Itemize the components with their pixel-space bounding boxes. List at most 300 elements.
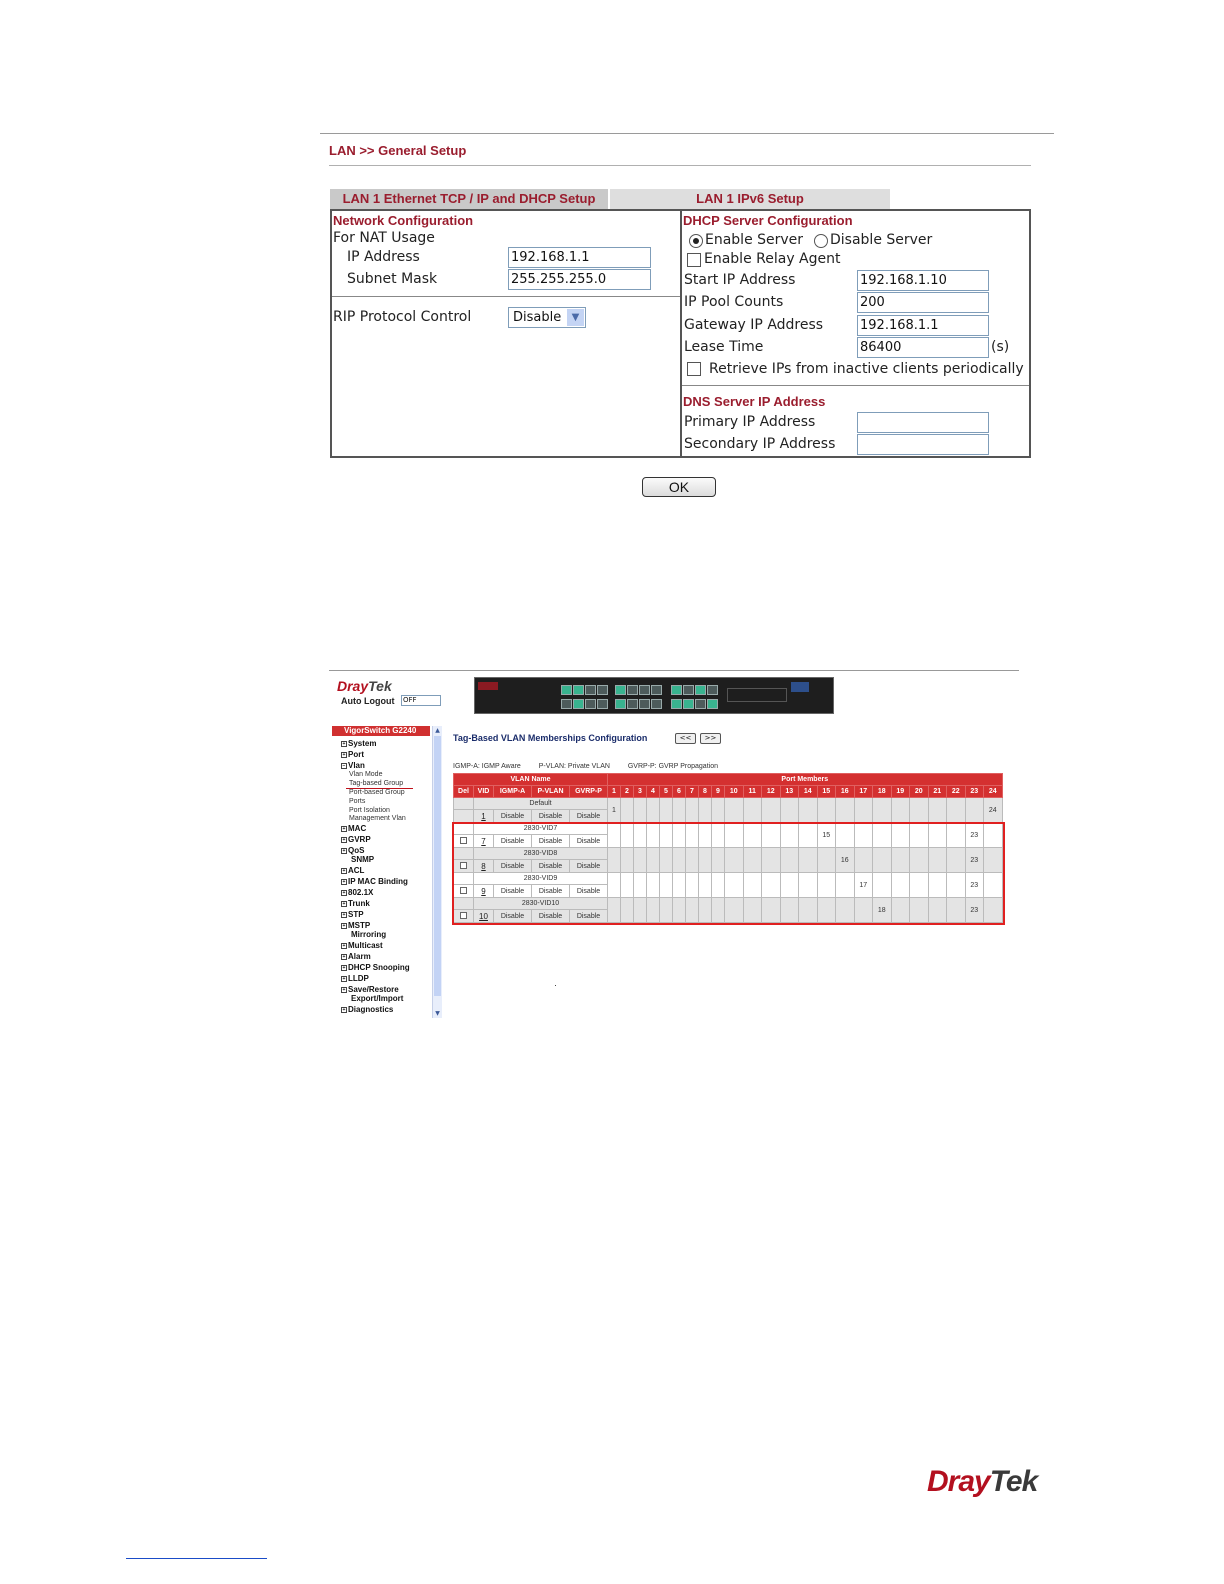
port-member-cell[interactable] [891, 823, 910, 848]
del-cell [454, 810, 474, 823]
vlan-name-group-header: VLAN Name [454, 774, 608, 786]
port-member-cell[interactable]: 15 [817, 823, 836, 848]
port-column-header: 2 [621, 786, 634, 798]
delete-checkbox[interactable] [460, 887, 467, 894]
port-member-cell[interactable] [854, 798, 873, 823]
scroll-down-icon[interactable]: ▼ [435, 1010, 440, 1017]
sidebar-item-label: ACL [348, 866, 365, 875]
igmp-aware-cell: Disable [494, 910, 532, 923]
port-member-cell[interactable] [891, 848, 910, 873]
igmp-aware-cell: Disable [494, 885, 532, 898]
sidebar-item-stp[interactable] [341, 910, 364, 919]
port-member-cell[interactable] [647, 848, 660, 873]
igmp-aware-cell: Disable [494, 810, 532, 823]
port-member-cell[interactable] [686, 798, 699, 823]
sidebar-item-mstp[interactable] [341, 921, 370, 930]
port-member-cell[interactable] [965, 798, 984, 823]
scroll-up-icon[interactable]: ▲ [435, 727, 440, 734]
del-cell [454, 860, 474, 873]
port-group [671, 685, 718, 695]
sidebar-sub-vlan-mode[interactable]: Vlan Mode [349, 771, 383, 778]
port-member-cell[interactable] [928, 848, 947, 873]
port-member-cell[interactable] [608, 873, 621, 898]
del-cell [454, 873, 474, 885]
expand-icon: + [342, 943, 346, 949]
port-member-cell[interactable]: 23 [965, 823, 984, 848]
port-member-cell[interactable] [780, 798, 799, 823]
sidebar-scrollbar[interactable] [432, 726, 442, 1018]
port-column-header: 22 [947, 786, 966, 798]
sidebar-item-acl[interactable] [341, 866, 364, 875]
port-member-cell[interactable]: 23 [965, 848, 984, 873]
port-member-cell[interactable] [686, 823, 699, 848]
port-member-cell[interactable] [947, 823, 966, 848]
sidebar-item-label: Multicast [348, 941, 383, 950]
port-member-cell[interactable] [762, 848, 781, 873]
subnet-mask-input[interactable]: 255.255.255.0 [508, 269, 651, 290]
retrieve-ips-label: Retrieve IPs from inactive clients periodically [709, 361, 1024, 377]
enable-server-label: Enable Server [705, 232, 804, 248]
port-member-cell[interactable] [762, 873, 781, 898]
port-member-cell[interactable] [817, 898, 836, 923]
port-member-cell[interactable] [660, 898, 673, 923]
sidebar-sub-tag-based-group[interactable]: Tag-based Group [349, 780, 404, 787]
start-ip-input[interactable]: 192.168.1.10 [857, 270, 989, 291]
port-member-cell[interactable] [891, 873, 910, 898]
ok-button[interactable]: OK [642, 477, 716, 497]
sidebar-item-alarm[interactable] [341, 952, 371, 961]
port-member-cell[interactable] [673, 848, 686, 873]
port-member-cell[interactable] [686, 873, 699, 898]
port-member-cell[interactable] [873, 798, 892, 823]
port-member-cell[interactable] [686, 898, 699, 923]
expand-icon: + [342, 826, 346, 832]
port-member-cell[interactable] [725, 898, 744, 923]
auto-logout-label: Auto Logout [341, 696, 395, 706]
column-header: VID [474, 786, 494, 798]
sidebar-item-label: DHCP Snooping [348, 963, 410, 972]
port-member-cell[interactable] [780, 823, 799, 848]
sidebar-item-label: IP MAC Binding [348, 877, 408, 886]
port-member-cell[interactable] [712, 823, 725, 848]
sidebar-item-multicast[interactable] [341, 941, 383, 950]
delete-checkbox[interactable] [460, 912, 467, 919]
vlan-name-cell: 2830-VID9 [474, 873, 608, 885]
secondary-ip-input[interactable] [857, 434, 989, 455]
vid-link[interactable]: 1 [481, 811, 486, 821]
port-column-header: 13 [780, 786, 799, 798]
port-member-cell[interactable] [725, 873, 744, 898]
port-member-cell[interactable] [712, 898, 725, 923]
port-member-cell[interactable] [621, 798, 634, 823]
port-member-cell[interactable]: 23 [965, 873, 984, 898]
port-group [671, 699, 718, 709]
sidebar-item-label: MAC [348, 824, 367, 833]
vid-link[interactable]: 10 [479, 911, 488, 921]
ip-pool-label: IP Pool Counts [684, 294, 784, 310]
sidebar-item-mirroring[interactable]: Mirroring [351, 930, 387, 939]
delete-checkbox[interactable] [460, 837, 467, 844]
console-port [791, 682, 809, 692]
port-member-cell[interactable] [817, 873, 836, 898]
port-member-cell[interactable]: 1 [608, 798, 621, 823]
sidebar-item-8021x[interactable] [341, 888, 373, 897]
legend-item: GVRP-P: GVRP Propagation [627, 763, 718, 770]
sidebar-item-label: QoS [348, 846, 365, 855]
port-member-cell[interactable] [634, 798, 647, 823]
chevron-down-icon[interactable]: ▼ [567, 309, 584, 326]
del-cell [454, 823, 474, 835]
expand-icon: + [342, 741, 346, 747]
port-member-cell[interactable] [854, 823, 873, 848]
sidebar-item-label: STP [348, 910, 364, 919]
lease-time-input[interactable]: 86400 [857, 337, 989, 358]
port-member-cell[interactable] [854, 848, 873, 873]
expand-icon: + [342, 923, 346, 929]
port-column-header: 9 [712, 786, 725, 798]
port-column-header: 20 [910, 786, 929, 798]
lease-unit-label: (s) [991, 339, 1010, 355]
port-group [615, 699, 662, 709]
port-member-cell[interactable] [780, 898, 799, 923]
vid-cell [474, 835, 494, 848]
port-member-cell[interactable] [947, 798, 966, 823]
nat-usage-label: For NAT Usage [333, 230, 435, 246]
port-member-cell[interactable] [743, 848, 762, 873]
port-member-cell[interactable]: 23 [965, 898, 984, 923]
port-member-cell[interactable] [799, 798, 818, 823]
port-member-cell[interactable] [660, 873, 673, 898]
port-member-cell[interactable] [780, 873, 799, 898]
column-header: Del [454, 786, 474, 798]
collapse-icon: − [342, 763, 346, 769]
port-member-cell[interactable] [621, 873, 634, 898]
expand-icon: + [342, 837, 346, 843]
rip-protocol-value: Disable [513, 310, 562, 325]
port-member-cell[interactable] [836, 873, 855, 898]
sidebar-item-label: Port [348, 750, 364, 759]
legend-item: P-VLAN: Private VLAN [538, 763, 610, 770]
port-member-cell[interactable] [947, 848, 966, 873]
port-member-cell[interactable] [817, 798, 836, 823]
port-column-header: 18 [873, 786, 892, 798]
private-vlan-cell: Disable [532, 910, 570, 923]
abbreviation-legend [453, 763, 718, 770]
sidebar-item-gvrp[interactable] [341, 835, 371, 844]
port-member-cell[interactable] [762, 823, 781, 848]
delete-checkbox[interactable] [460, 862, 467, 869]
port-member-cell[interactable] [712, 798, 725, 823]
port-column-header: 5 [660, 786, 673, 798]
sidebar-item-trunk[interactable] [341, 899, 370, 908]
lease-time-label: Lease Time [684, 339, 764, 355]
ip-pool-input[interactable]: 200 [857, 292, 989, 313]
gateway-ip-input[interactable]: 192.168.1.1 [857, 315, 989, 336]
expand-icon: + [342, 912, 346, 918]
divider [680, 211, 682, 456]
port-member-cell[interactable] [621, 848, 634, 873]
next-page-button[interactable]: >> [700, 733, 721, 744]
port-member-cell[interactable] [928, 873, 947, 898]
vlan-name-cell: 2830-VID7 [474, 823, 608, 835]
sidebar-item-mac[interactable] [341, 824, 366, 833]
subnet-mask-label: Subnet Mask [347, 271, 438, 287]
port-member-cell[interactable] [699, 873, 712, 898]
port-member-cell[interactable] [686, 848, 699, 873]
del-cell [454, 835, 474, 848]
expand-icon: + [342, 901, 346, 907]
port-member-cell[interactable] [910, 823, 929, 848]
port-member-cell[interactable] [928, 823, 947, 848]
port-member-cell[interactable] [817, 848, 836, 873]
port-member-cell[interactable] [762, 898, 781, 923]
port-member-cell[interactable] [725, 823, 744, 848]
enable-server-radio[interactable] [689, 234, 703, 248]
vlan-name-row [454, 873, 1003, 885]
sidebar-item-vlan[interactable] [341, 761, 365, 770]
port-member-cell[interactable]: 16 [836, 848, 855, 873]
column-header: IGMP-A [494, 786, 532, 798]
port-member-cell[interactable] [947, 873, 966, 898]
port-column-header: 3 [634, 786, 647, 798]
port-column-header: 7 [686, 786, 699, 798]
sidebar-item-qos[interactable] [341, 846, 364, 855]
del-cell [454, 898, 474, 910]
port-member-cell[interactable] [910, 848, 929, 873]
port-column-header: 10 [725, 786, 744, 798]
port-member-cell[interactable] [836, 798, 855, 823]
sidebar-sub-port-isolation[interactable]: Port Isolation [349, 807, 390, 814]
port-column-header: 12 [762, 786, 781, 798]
port-member-cell[interactable] [634, 873, 647, 898]
port-member-cell[interactable] [854, 898, 873, 923]
port-member-cell[interactable] [673, 898, 686, 923]
vid-link[interactable]: 8 [481, 861, 486, 871]
private-vlan-cell: Disable [532, 860, 570, 873]
vlan-name-cell: 2830-VID8 [474, 848, 608, 860]
port-column-header: 4 [647, 786, 660, 798]
sidebar [332, 726, 442, 1018]
port-member-cell[interactable] [836, 823, 855, 848]
sidebar-item-label: MSTP [348, 921, 371, 930]
port-member-cell[interactable] [873, 823, 892, 848]
port-member-cell[interactable] [743, 873, 762, 898]
port-column-header: 1 [608, 786, 621, 798]
port-member-cell[interactable] [984, 898, 1003, 923]
port-member-cell[interactable] [634, 898, 647, 923]
sidebar-item-save-restore[interactable] [341, 985, 399, 994]
sidebar-item-label: Trunk [348, 899, 370, 908]
sidebar-sub-management-vlan[interactable]: Management Vlan [349, 815, 406, 822]
rip-protocol-label: RIP Protocol Control [333, 309, 472, 325]
sidebar-item-lldp[interactable] [341, 974, 369, 983]
primary-ip-label: Primary IP Address [684, 414, 816, 430]
divider [329, 165, 1031, 166]
settings-panel [330, 209, 1031, 458]
vlan-membership-table [453, 773, 1003, 923]
port-member-cell[interactable] [712, 873, 725, 898]
auto-logout-select[interactable]: OFF [401, 695, 441, 706]
port-member-cell[interactable] [799, 848, 818, 873]
port-member-cell[interactable] [984, 848, 1003, 873]
igmp-aware-cell: Disable [494, 835, 532, 848]
port-member-cell[interactable]: 18 [873, 898, 892, 923]
port-member-cell[interactable] [621, 898, 634, 923]
port-member-cell[interactable] [799, 898, 818, 923]
vlan-name-row [454, 898, 1003, 910]
sidebar-item-label: System [348, 739, 377, 748]
private-vlan-cell: Disable [532, 885, 570, 898]
column-header: GVRP-P [570, 786, 608, 798]
port-member-cell[interactable] [891, 898, 910, 923]
tab-ethernet-dhcp[interactable]: LAN 1 Ethernet TCP / IP and DHCP Setup [330, 189, 608, 209]
sidebar-item-export-import[interactable]: Export/Import [351, 994, 404, 1003]
port-member-cell[interactable] [725, 798, 744, 823]
port-member-cell[interactable] [836, 898, 855, 923]
port-member-cell[interactable] [608, 898, 621, 923]
sidebar-item-system[interactable] [341, 739, 376, 748]
port-column-header: 8 [699, 786, 712, 798]
relay-agent-label: Enable Relay Agent [704, 251, 841, 267]
start-ip-label: Start IP Address [684, 272, 796, 288]
port-member-cell[interactable]: 24 [984, 798, 1003, 823]
column-header: P-VLAN [532, 786, 570, 798]
sidebar-sub-ports[interactable]: Ports [349, 798, 366, 805]
port-member-cell[interactable] [947, 898, 966, 923]
logo-text-a: Dray [337, 678, 369, 694]
port-member-cell[interactable] [762, 798, 781, 823]
port-member-cell[interactable] [743, 898, 762, 923]
port-member-cell[interactable] [673, 873, 686, 898]
port-column-header: 21 [928, 786, 947, 798]
logo-text-b: Tek [368, 678, 392, 694]
disable-server-radio[interactable] [814, 234, 828, 248]
port-member-cell[interactable] [928, 798, 947, 823]
sidebar-item-diagnostics[interactable] [341, 1005, 393, 1014]
sidebar-item-port[interactable] [341, 750, 364, 759]
port-member-cell[interactable] [780, 848, 799, 873]
sidebar-item-ip-mac-binding[interactable] [341, 877, 408, 886]
sidebar-item-dhcp-snooping[interactable] [341, 963, 410, 972]
draytek-footer-logo [927, 1465, 1037, 1499]
vlan-name-row [454, 848, 1003, 860]
gvrp-propagation-cell: Disable [570, 910, 608, 923]
sidebar-item-label: Save/Restore [348, 985, 399, 994]
port-member-cell[interactable] [608, 823, 621, 848]
gvrp-propagation-cell: Disable [570, 885, 608, 898]
port-member-cell[interactable] [984, 873, 1003, 898]
port-member-cell[interactable] [647, 798, 660, 823]
vid-cell [474, 810, 494, 823]
port-member-cell[interactable] [647, 823, 660, 848]
del-cell [454, 798, 474, 810]
sidebar-item-label: Vlan [348, 761, 365, 770]
port-member-cell[interactable] [799, 873, 818, 898]
port-member-cell[interactable] [621, 823, 634, 848]
vid-link[interactable]: 9 [481, 886, 486, 896]
sidebar-item-label: Alarm [348, 952, 371, 961]
tab-ipv6-setup[interactable]: LAN 1 IPv6 Setup [610, 189, 890, 209]
prev-page-button[interactable]: << [675, 733, 696, 744]
primary-ip-input[interactable] [857, 412, 989, 433]
port-member-cell[interactable] [891, 798, 910, 823]
private-vlan-cell: Disable [532, 810, 570, 823]
vlan-config-title: Tag-Based VLAN Memberships Configuration [453, 733, 648, 743]
private-vlan-cell: Disable [532, 835, 570, 848]
sidebar-item-label: GVRP [348, 835, 371, 844]
sidebar-device-title: VigorSwitch G2240 [332, 726, 430, 736]
port-member-cell[interactable] [660, 823, 673, 848]
port-member-cell[interactable] [725, 848, 744, 873]
device-brand-badge [478, 682, 498, 690]
port-member-cell[interactable] [743, 823, 762, 848]
logo-text-b: Tek [989, 1465, 1038, 1498]
expand-icon: + [342, 954, 346, 960]
sidebar-sub-port-based-group[interactable]: Port-based Group [349, 789, 405, 796]
port-member-cell[interactable] [673, 823, 686, 848]
port-member-cell[interactable]: 17 [854, 873, 873, 898]
footer-link-underline[interactable] [126, 1558, 267, 1559]
switch-front-panel-image [474, 677, 834, 714]
port-member-cell[interactable] [647, 898, 660, 923]
port-member-cell[interactable] [699, 798, 712, 823]
relay-agent-checkbox[interactable] [687, 253, 701, 267]
sidebar-item-snmp[interactable]: SNMP [351, 855, 375, 864]
port-member-cell[interactable] [928, 898, 947, 923]
port-member-cell[interactable] [647, 873, 660, 898]
expand-icon: + [342, 890, 346, 896]
port-member-cell[interactable] [634, 823, 647, 848]
sidebar-item-label: LLDP [348, 974, 369, 983]
scroll-thumb[interactable] [434, 736, 441, 996]
port-member-cell[interactable] [873, 848, 892, 873]
logo-text-a: Dray [927, 1465, 990, 1498]
port-group [561, 685, 608, 695]
port-member-cell[interactable] [608, 848, 621, 873]
port-member-cell[interactable] [743, 798, 762, 823]
port-member-cell[interactable] [673, 798, 686, 823]
ip-address-input[interactable]: 192.168.1.1 [508, 247, 651, 268]
disable-server-label: Disable Server [830, 232, 933, 248]
port-member-cell[interactable] [910, 798, 929, 823]
port-member-cell[interactable] [699, 848, 712, 873]
draytek-logo [337, 678, 392, 694]
vid-cell [474, 885, 494, 898]
port-member-cell[interactable] [873, 873, 892, 898]
dhcp-config-heading: DHCP Server Configuration [683, 213, 853, 228]
vid-link[interactable]: 7 [481, 836, 486, 846]
port-member-cell[interactable] [660, 798, 673, 823]
port-member-cell[interactable] [699, 898, 712, 923]
sidebar-item-label: 802.1X [348, 888, 374, 897]
port-column-header: 15 [817, 786, 836, 798]
retrieve-ips-checkbox[interactable] [687, 362, 701, 376]
rip-protocol-select[interactable] [508, 307, 586, 328]
port-member-cell[interactable] [660, 848, 673, 873]
port-member-cell[interactable] [799, 823, 818, 848]
port-member-cell[interactable] [634, 848, 647, 873]
port-member-cell[interactable] [910, 873, 929, 898]
vlan-name-cell: 2830-VID10 [474, 898, 608, 910]
port-member-cell[interactable] [984, 823, 1003, 848]
expand-icon: + [342, 976, 346, 982]
divider [320, 133, 1054, 134]
vid-cell [474, 910, 494, 923]
port-member-cell[interactable] [712, 848, 725, 873]
vid-cell [474, 860, 494, 873]
port-member-cell[interactable] [699, 823, 712, 848]
port-member-cell[interactable] [910, 898, 929, 923]
